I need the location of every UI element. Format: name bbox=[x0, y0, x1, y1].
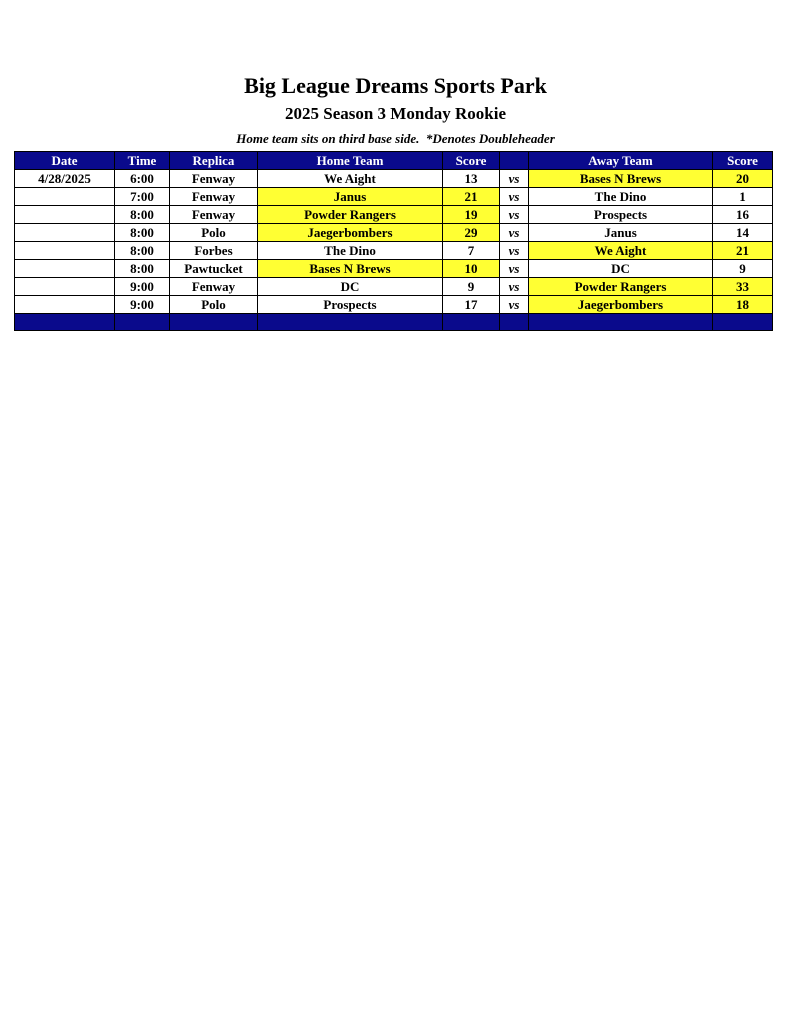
cell-date bbox=[15, 242, 115, 260]
cell-away-team: Powder Rangers bbox=[529, 278, 713, 296]
cell-home-team: Prospects bbox=[258, 296, 443, 314]
cell-vs: vs bbox=[500, 206, 529, 224]
footer-cell bbox=[443, 314, 500, 331]
cell-date bbox=[15, 224, 115, 242]
cell-away-score: 18 bbox=[713, 296, 773, 314]
cell-away-score: 33 bbox=[713, 278, 773, 296]
footer-cell bbox=[529, 314, 713, 331]
cell-home-team: The Dino bbox=[258, 242, 443, 260]
cell-replica: Polo bbox=[170, 296, 258, 314]
cell-replica: Fenway bbox=[170, 170, 258, 188]
cell-away-score: 14 bbox=[713, 224, 773, 242]
cell-time: 8:00 bbox=[115, 260, 170, 278]
table-row bbox=[15, 224, 773, 242]
cell-home-score: 10 bbox=[443, 260, 500, 278]
column-header-date: Date bbox=[15, 152, 115, 170]
cell-home-team: Bases N Brews bbox=[258, 260, 443, 278]
cell-time: 6:00 bbox=[115, 170, 170, 188]
table-row bbox=[15, 278, 773, 296]
table-footer-row bbox=[15, 314, 773, 331]
cell-vs: vs bbox=[500, 242, 529, 260]
footer-cell bbox=[258, 314, 443, 331]
column-header-home-team: Home Team bbox=[258, 152, 443, 170]
cell-away-score: 20 bbox=[713, 170, 773, 188]
cell-date bbox=[15, 188, 115, 206]
footer-cell bbox=[115, 314, 170, 331]
cell-date bbox=[15, 206, 115, 224]
cell-time: 9:00 bbox=[115, 278, 170, 296]
table-row bbox=[15, 188, 773, 206]
cell-home-score: 9 bbox=[443, 278, 500, 296]
cell-date bbox=[15, 278, 115, 296]
column-header-replica: Replica bbox=[170, 152, 258, 170]
table-row bbox=[15, 260, 773, 278]
cell-away-team: DC bbox=[529, 260, 713, 278]
cell-vs: vs bbox=[500, 170, 529, 188]
cell-vs: vs bbox=[500, 224, 529, 242]
footer-cell bbox=[500, 314, 529, 331]
table-row bbox=[15, 206, 773, 224]
cell-replica: Fenway bbox=[170, 206, 258, 224]
cell-vs: vs bbox=[500, 278, 529, 296]
footer-cell bbox=[15, 314, 115, 331]
schedule-table bbox=[14, 151, 773, 331]
cell-time: 8:00 bbox=[115, 242, 170, 260]
cell-replica: Forbes bbox=[170, 242, 258, 260]
page-title: Big League Dreams Sports Park bbox=[244, 73, 547, 98]
cell-home-score: 21 bbox=[443, 188, 500, 206]
cell-home-team: Powder Rangers bbox=[258, 206, 443, 224]
cell-time: 8:00 bbox=[115, 206, 170, 224]
cell-away-score: 21 bbox=[713, 242, 773, 260]
cell-home-score: 13 bbox=[443, 170, 500, 188]
cell-away-team: We Aight bbox=[529, 242, 713, 260]
cell-vs: vs bbox=[500, 260, 529, 278]
cell-away-team: Bases N Brews bbox=[529, 170, 713, 188]
cell-vs: vs bbox=[500, 296, 529, 314]
cell-away-team: The Dino bbox=[529, 188, 713, 206]
cell-date bbox=[15, 296, 115, 314]
footer-cell bbox=[170, 314, 258, 331]
cell-replica: Fenway bbox=[170, 278, 258, 296]
column-header-time: Time bbox=[115, 152, 170, 170]
table-row bbox=[15, 242, 773, 260]
cell-date: 4/28/2025 bbox=[15, 170, 115, 188]
table-row bbox=[15, 296, 773, 314]
cell-replica: Polo bbox=[170, 224, 258, 242]
cell-home-team: Janus bbox=[258, 188, 443, 206]
table-header-row bbox=[15, 152, 773, 170]
cell-away-score: 16 bbox=[713, 206, 773, 224]
cell-away-score: 1 bbox=[713, 188, 773, 206]
cell-replica: Fenway bbox=[170, 188, 258, 206]
column-header-away-score: Score bbox=[713, 152, 773, 170]
cell-date bbox=[15, 260, 115, 278]
cell-home-score: 7 bbox=[443, 242, 500, 260]
column-header-away-team: Away Team bbox=[529, 152, 713, 170]
cell-home-score: 29 bbox=[443, 224, 500, 242]
cell-home-team: Jaegerbombers bbox=[258, 224, 443, 242]
page-subtitle: 2025 Season 3 Monday Rookie bbox=[284, 104, 507, 123]
footer-cell bbox=[713, 314, 773, 331]
cell-home-team: We Aight bbox=[258, 170, 443, 188]
cell-home-score: 17 bbox=[443, 296, 500, 314]
cell-away-team: Jaegerbombers bbox=[529, 296, 713, 314]
table-row bbox=[15, 170, 773, 188]
column-header-vs bbox=[500, 152, 529, 170]
cell-time: 9:00 bbox=[115, 296, 170, 314]
cell-home-team: DC bbox=[258, 278, 443, 296]
schedule-note: Home team sits on third base side. *Denotes Doubleheader bbox=[236, 131, 555, 146]
cell-time: 8:00 bbox=[115, 224, 170, 242]
cell-home-score: 19 bbox=[443, 206, 500, 224]
cell-away-team: Janus bbox=[529, 224, 713, 242]
cell-away-score: 9 bbox=[713, 260, 773, 278]
cell-vs: vs bbox=[500, 188, 529, 206]
cell-replica: Pawtucket bbox=[170, 260, 258, 278]
column-header-home-score: Score bbox=[443, 152, 500, 170]
cell-away-team: Prospects bbox=[529, 206, 713, 224]
cell-time: 7:00 bbox=[115, 188, 170, 206]
